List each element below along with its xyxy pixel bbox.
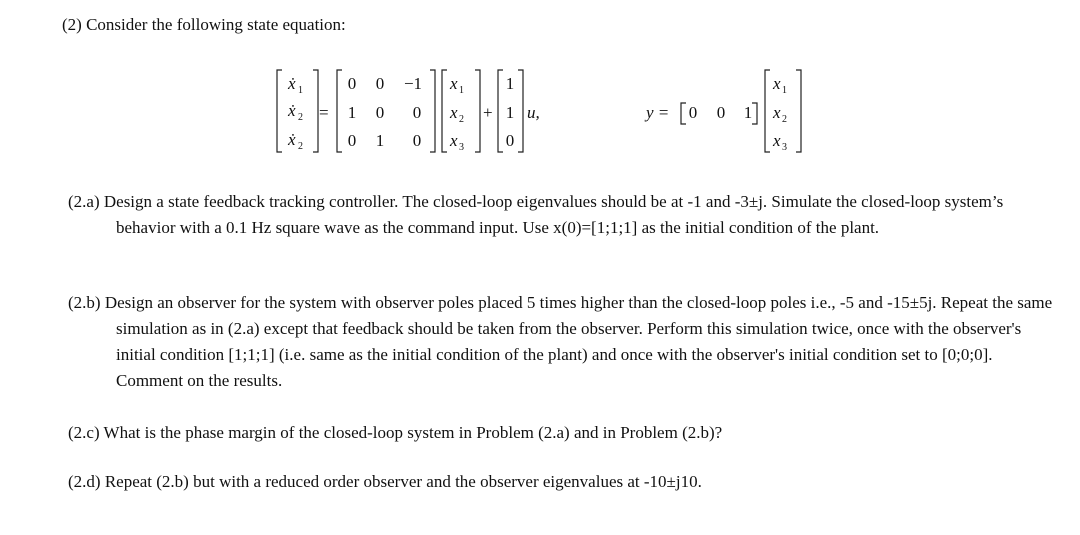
a-31: 0	[347, 131, 357, 150]
output-lhs: y =	[646, 103, 670, 122]
xdot-1: ẋ	[288, 74, 296, 93]
a-23: 0	[412, 103, 422, 122]
c-3: 1	[743, 103, 753, 122]
x-2-sub: 2	[459, 114, 464, 125]
part-a-text: (2.a) Design a state feedback tracking controller. The closed-loop eigenvalues should be at -1 and -3±j. Simulate the closed-loop system’s behavior with a 0.1 Hz square wave as the command input. Use x(0)=[1;1;1] as the initial condition of the plant.	[68, 192, 1004, 237]
equals-sign: =	[319, 103, 329, 122]
y-x-2-sub: 2	[782, 114, 787, 125]
output-equation	[644, 70, 801, 153]
state-vector	[442, 70, 480, 153]
x-2: x	[450, 103, 458, 122]
input-term: u,	[527, 103, 540, 122]
a-32: 1	[375, 131, 385, 150]
xdot-3-sub: 2	[298, 141, 303, 152]
problem-heading: (2) Consider the following state equation:	[62, 15, 346, 34]
plus-sign: +	[483, 103, 493, 122]
xdot-1-sub: 1	[298, 85, 303, 96]
b-3: 0	[505, 131, 515, 150]
a-12: 0	[375, 74, 385, 93]
a-33: 0	[412, 131, 422, 150]
y-x-1: x	[773, 74, 781, 93]
x-3-sub: 3	[459, 142, 464, 153]
matrix-b	[498, 70, 523, 152]
y-x-3-sub: 3	[782, 142, 787, 153]
a-11: 0	[347, 74, 357, 93]
x-1-sub: 1	[459, 85, 464, 96]
part-d-text: (2.d) Repeat (2.b) but with a reduced order observer and the observer eigenvalues at -10±j10.	[68, 472, 702, 491]
y-x-1-sub: 1	[782, 85, 787, 96]
c-1: 0	[688, 103, 698, 122]
a-21: 1	[347, 103, 357, 122]
c-2: 0	[716, 103, 726, 122]
b-1: 1	[505, 74, 515, 93]
state-equation	[0, 0, 1080, 170]
part-c-text: (2.c) What is the phase margin of the closed-loop system in Problem (2.a) and in Problem (2.b)?	[68, 423, 723, 442]
y-x-2: x	[773, 103, 781, 122]
state-derivative-vector	[277, 70, 318, 152]
part-b-text: (2.b) Design an observer for the system with observer poles placed 5 times higher than the closed-loop poles i.e., -5 and -15±5j. Repeat the same simulation as in (2.a) except that feedback should be taken from the observer. Perform this simulation twice, once with the observer's initial condition [1;1;1] (i.e. same as the initial condition of the plant) and once with the observer's initial condition set to [0;0;0]. Comment on the results.	[68, 293, 1053, 390]
xdot-2-sub: 2	[298, 112, 303, 123]
x-1: x	[450, 74, 458, 93]
x-3: x	[450, 131, 458, 150]
xdot-2: ẋ	[288, 101, 296, 120]
a-22: 0	[375, 103, 385, 122]
xdot-3: ẋ	[288, 130, 296, 149]
a-13: −1	[403, 74, 423, 93]
matrix-a	[337, 70, 435, 152]
b-2: 1	[505, 103, 515, 122]
y-x-3: x	[773, 131, 781, 150]
